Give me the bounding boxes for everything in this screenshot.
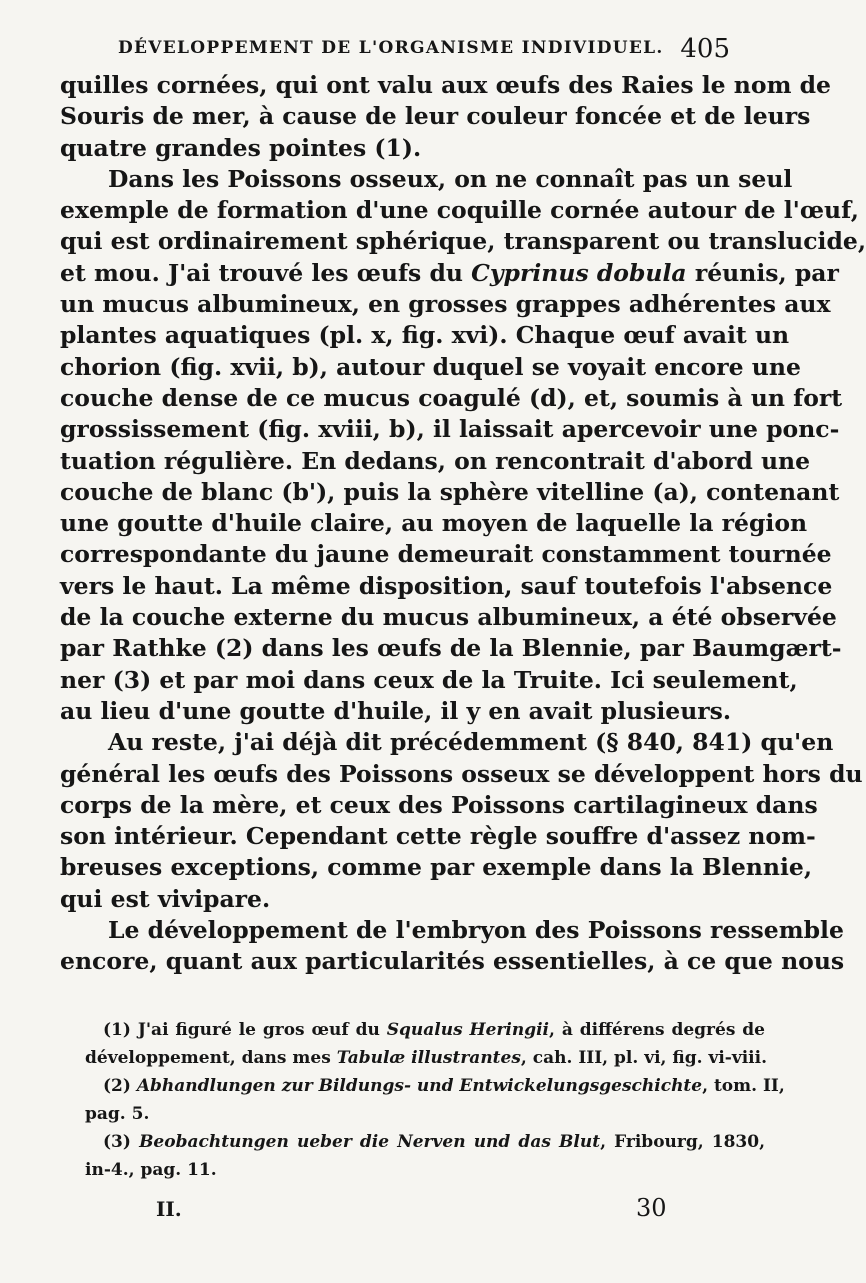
- text-line: une goutte d'huile claire, au moyen de laquelle la région: [60, 509, 808, 538]
- footnotes: [85, 1016, 785, 1184]
- text-line: plantes aquatiques (pl. x, fig. xvi). Chaque œuf avait un: [60, 321, 790, 350]
- footnote-3-line-1: [85, 1128, 765, 1156]
- text-segment: réunis, par: [694, 258, 839, 287]
- footnote-text: (3): [103, 1132, 131, 1152]
- text-line: couche dense de ce mucus coagulé (d), et, soumis à un fort: [60, 383, 843, 412]
- text-line: qui est vivipare.: [60, 884, 271, 913]
- footnote-italic: Squalus Heringii: [386, 1020, 550, 1040]
- footnote-2-line-2: pag. 5.: [85, 1104, 150, 1124]
- text-line: général les œufs des Poissons osseux se développent hors du: [60, 759, 863, 788]
- footnote-3-line-2: in-4., pag. 11.: [85, 1160, 217, 1180]
- text-line: correspondante du jaune demeurait constamment tournée: [60, 540, 832, 569]
- footnote-text: (2): [103, 1076, 131, 1096]
- footnote-text: , à différens degrés de: [549, 1020, 765, 1040]
- footnote-1-line-1: [85, 1016, 765, 1044]
- text-segment: et mou. J'ai trouvé les œufs du: [60, 258, 463, 287]
- footnote-2-line-1: [85, 1072, 785, 1100]
- footnote-text: (1) J'ai figuré le gros œuf du: [103, 1020, 380, 1040]
- text-line: encore, quant aux particularités essentielles, à ce que nous: [60, 947, 845, 976]
- text-line: quilles cornées, qui ont valu aux œufs des Raies le nom de: [60, 71, 832, 99]
- page-header: [112, 34, 730, 66]
- text-line: qui est ordinairement sphérique, transparent ou translucide,: [60, 227, 866, 256]
- text-line: couche de blanc (b'), puis la sphère vitelline (a), contenant: [60, 477, 840, 506]
- text-line: corps de la mère, et ceux des Poissons cartilagineux dans: [60, 790, 818, 819]
- footnote-text: , cah. III, pl. vi, fig. vi-viii.: [520, 1048, 768, 1068]
- footnote-italic: Tabulæ illustrantes: [336, 1048, 521, 1068]
- footnote-text: développement, dans mes: [85, 1048, 331, 1068]
- signature-mark: II.: [156, 1197, 182, 1221]
- text-line: [60, 258, 839, 289]
- text-line: breuses exceptions, comme par exemple dans la Blennie,: [60, 853, 813, 882]
- body-text: [60, 70, 866, 978]
- text-line: un mucus albumineux, en grosses grappes adhérentes aux: [60, 290, 831, 319]
- folio-number: 30: [636, 1194, 667, 1222]
- footnote-1-line-2: [85, 1044, 768, 1072]
- text-line: vers le haut. La même disposition, sauf toutefois l'absence: [60, 571, 833, 600]
- footnote-italic: Beobachtungen ueber die Nerven und das Blut: [139, 1132, 601, 1152]
- text-line: exemple de formation d'une coquille cornée autour de l'œuf,: [60, 196, 859, 225]
- text-line: de la couche externe du mucus albumineux, a été observée: [60, 603, 837, 632]
- footnote-text: , Fribourg, 1830,: [600, 1132, 766, 1152]
- text-line: Souris de mer, à cause de leur couleur foncée et de leurs: [60, 102, 811, 131]
- text-line: Au reste, j'ai déjà dit précédemment (§ 840, 841) qu'en: [108, 728, 834, 757]
- running-title: DÉVELOPPEMENT DE L'ORGANISME INDIVIDUEL.: [118, 38, 664, 58]
- text-line: Le développement de l'embryon des Poissons ressemble: [108, 916, 844, 945]
- species-name: Cyprinus dobula: [471, 258, 687, 287]
- text-line: son intérieur. Cependant cette règle souffre d'assez nom-: [60, 822, 816, 851]
- text-line: par Rathke (2) dans les œufs de la Blennie, par Baumgært-: [60, 634, 842, 663]
- text-line: tuation régulière. En dedans, on rencontrait d'abord une: [60, 446, 811, 475]
- footnote-italic: Abhandlungen zur Bildungs- und Entwickelungsgeschichte: [136, 1076, 703, 1096]
- text-line: chorion (fig. xvii, b), autour duquel se voyait encore une: [60, 352, 801, 381]
- footnote-text: , tom. II,: [702, 1076, 785, 1096]
- text-line: ner (3) et par moi dans ceux de la Truite. Ici seulement,: [60, 665, 798, 694]
- page-number: 405: [680, 34, 730, 64]
- text-line: Dans les Poissons osseux, on ne connaît pas un seul: [108, 164, 793, 193]
- text-line: grossissement (fig. xviii, b), il laissait apercevoir une ponc-: [60, 415, 840, 444]
- text-line: au lieu d'une goutte d'huile, il y en avait plusieurs.: [60, 696, 732, 725]
- text-line: quatre grandes pointes (1).: [60, 133, 422, 162]
